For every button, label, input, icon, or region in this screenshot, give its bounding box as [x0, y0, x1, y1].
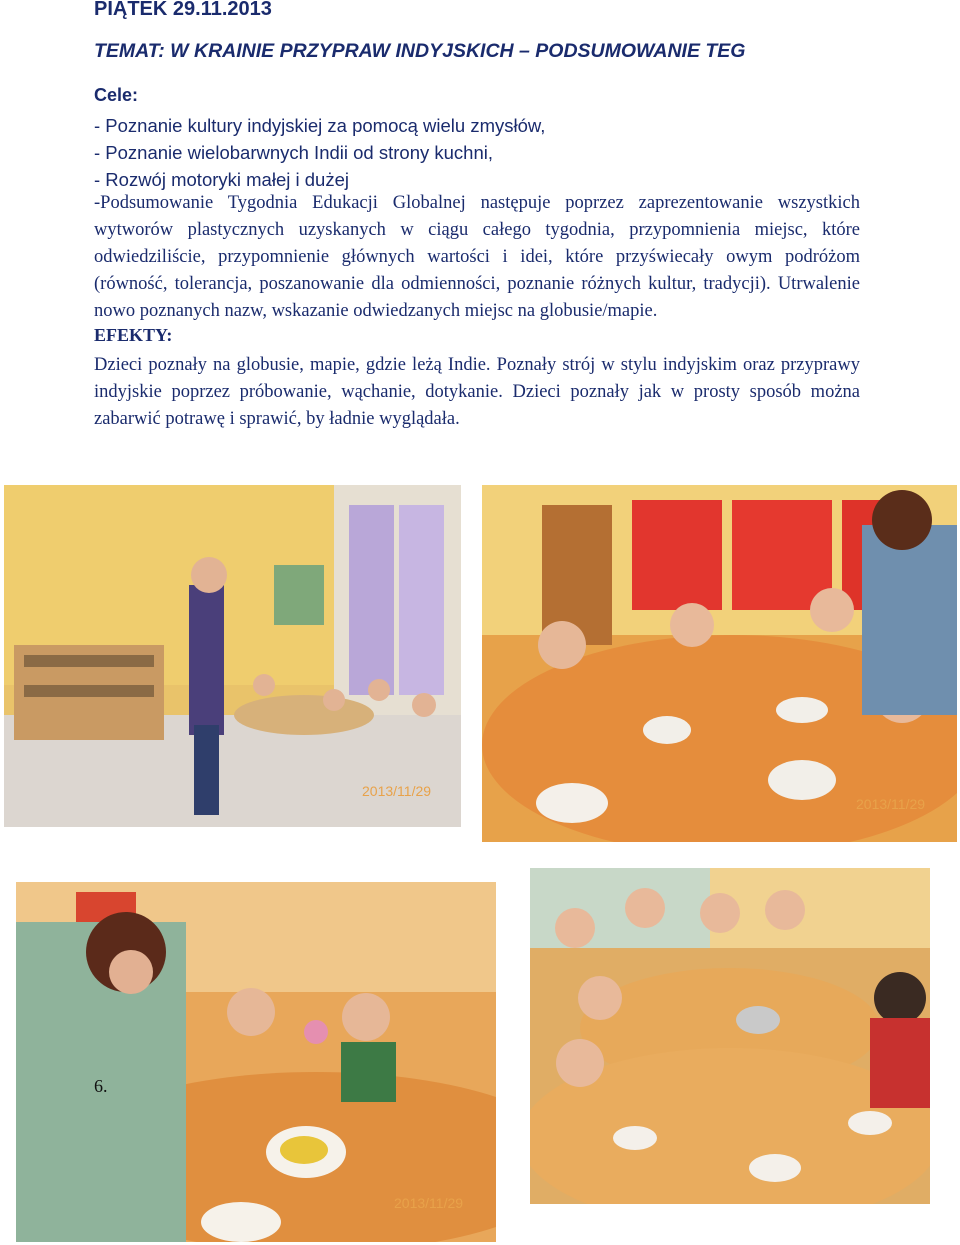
effects-paragraph: Dzieci poznały na globusie, mapie, gdzie leżą Indie. Poznały strój w stylu indyjskim oraz przyprawy indyjskie poprzez próbowanie, wąchanie, dotykanie. Dzieci poznały jak w prosty sposób można zabarwić potrawę i sprawić, by ładnie wyglądała.: [94, 355, 860, 429]
goals-heading: Cele:: [94, 85, 139, 105]
lesson-topic: TEMAT: W KRAINIE PRZYPRAW INDYJSKICH – PODSUMOWANIE TEG: [94, 40, 746, 62]
photo-date-stamp: 2013/11/29: [394, 1195, 464, 1211]
photo-table-tasting: [482, 485, 957, 842]
page-date: PIĄTEK 29.11.2013: [94, 0, 272, 20]
summary-paragraph: -Podsumowanie Tygodnia Edukacji Globalnej następuje poprzez zaprezentowanie wszystkich wytworów plastycznych uzyskanych w ciągu całego tygodnia, przypomnienia miejsc, które odwiedziliście, przypomnienie głównych wartości i idei, które przyświecały owym podróżom (równość, tolerancja, poszanowanie dla odmienności, poznanie różnych kultur, tradycji). Utrwalenie nowo poznanych nazw, wskazanie odwiedzanych miejsc na globusie/mapie.: [94, 193, 860, 321]
goal-item: - Rozwój motoryki małej i dużej: [94, 169, 349, 190]
goal-item: - Poznanie wielobarwnych Indii od strony kuchni,: [94, 142, 493, 163]
effects-heading: EFEKTY:: [94, 325, 173, 345]
photo-children-tables: [530, 868, 930, 1204]
photo-date-stamp: 2013/11/29: [362, 783, 432, 799]
photo-date-stamp: 2013/11/29: [856, 796, 926, 812]
goal-item: - Poznanie kultury indyjskiej za pomocą wielu zmysłów,: [94, 115, 546, 136]
photo-teacher-serving: [16, 882, 496, 1242]
page-number: 6.: [94, 1076, 108, 1096]
photo-classroom: [4, 485, 461, 827]
goals-list: [94, 112, 545, 193]
